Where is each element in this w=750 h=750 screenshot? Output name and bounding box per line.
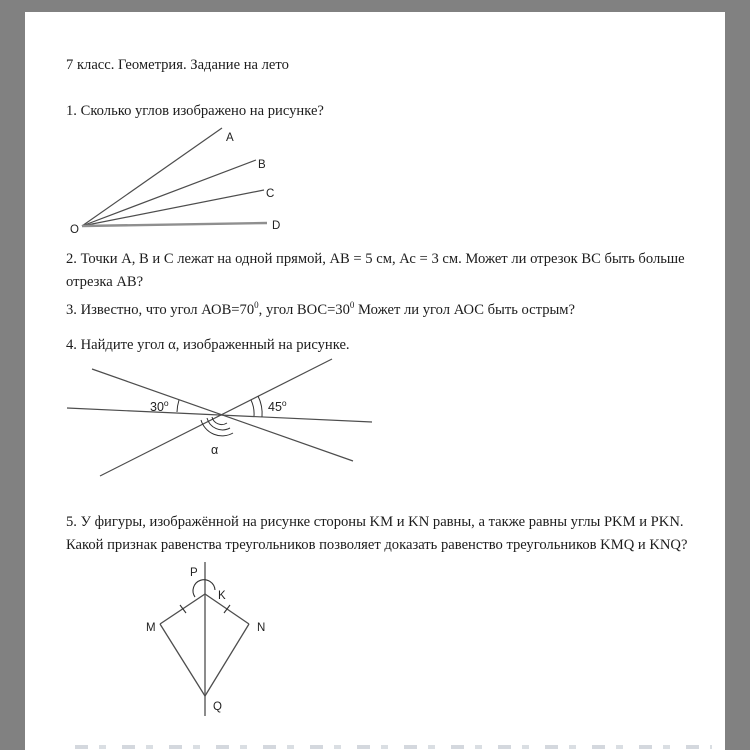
figure-kite <box>130 560 290 718</box>
label-point-k: K <box>218 590 226 602</box>
ray-ob <box>82 160 256 226</box>
edge-mq <box>160 624 205 696</box>
edge-nq <box>205 624 249 696</box>
tick-km <box>180 605 186 613</box>
label-point-c: C <box>266 188 275 200</box>
ray-oa <box>82 128 222 226</box>
document-page <box>25 12 725 750</box>
figure-crossing-lines <box>60 350 382 485</box>
tick-kn <box>224 605 230 613</box>
label-angle-30: 30$^o$ <box>150 398 169 414</box>
ray-oc <box>82 190 264 226</box>
question-2 <box>66 248 685 293</box>
question-3-part-3: Может ли угол АОС быть острым? <box>354 302 576 318</box>
question-4: 4. Найдите угол α, изображенный на рисунке. <box>66 337 350 353</box>
label-point-d: D <box>272 220 281 232</box>
line-horizontal <box>67 408 372 422</box>
label-point-b: B <box>258 159 266 171</box>
question-2-line-1: 2. Точки А, В и С лежат на одной прямой, АВ = 5 см, Ас = 3 см. Может ли отрезок ВС быть больше <box>66 251 685 267</box>
ray-od <box>82 223 267 226</box>
label-point-p: P <box>190 567 198 579</box>
label-point-a: A <box>226 132 234 144</box>
question-3-part-1: 3. Известно, что угол АОВ=70 <box>66 302 255 318</box>
question-5 <box>66 511 687 556</box>
next-line-cutoff <box>75 745 712 749</box>
label-point-n: N <box>257 622 266 634</box>
question-2-line-2: отрезка АВ? <box>66 273 144 290</box>
label-angle-45: 45$^o$ <box>268 398 287 414</box>
page-title: 7 класс. Геометрия. Задание на лето <box>66 57 289 73</box>
label-point-q: Q <box>213 701 222 713</box>
figure-angles-rays <box>60 118 290 236</box>
label-alpha: α <box>211 443 219 457</box>
question-5-line-1: 5. У фигуры, изображённой на рисунке стороны KM и KN равны, а также равны углы PKM и PKN. <box>66 514 684 530</box>
question-5-line-2: Какой признак равенства треугольников позволяет доказать равенство треугольников KMQ и KNQ? <box>66 536 688 553</box>
arc-45-inner <box>251 400 254 416</box>
line-ascending <box>100 359 332 476</box>
question-1: 1. Сколько углов изображено на рисунке? <box>66 103 324 119</box>
arc-45-outer <box>258 396 262 417</box>
label-point-o: O <box>70 224 79 236</box>
question-3-sup-1: 0 <box>254 300 259 311</box>
arc-30-degrees <box>177 400 179 412</box>
label-point-m: M <box>146 622 156 634</box>
question-3 <box>66 299 575 322</box>
question-3-part-2: , угол ВОС=30 <box>258 302 350 318</box>
question-3-sup-2: 0 <box>349 300 355 311</box>
